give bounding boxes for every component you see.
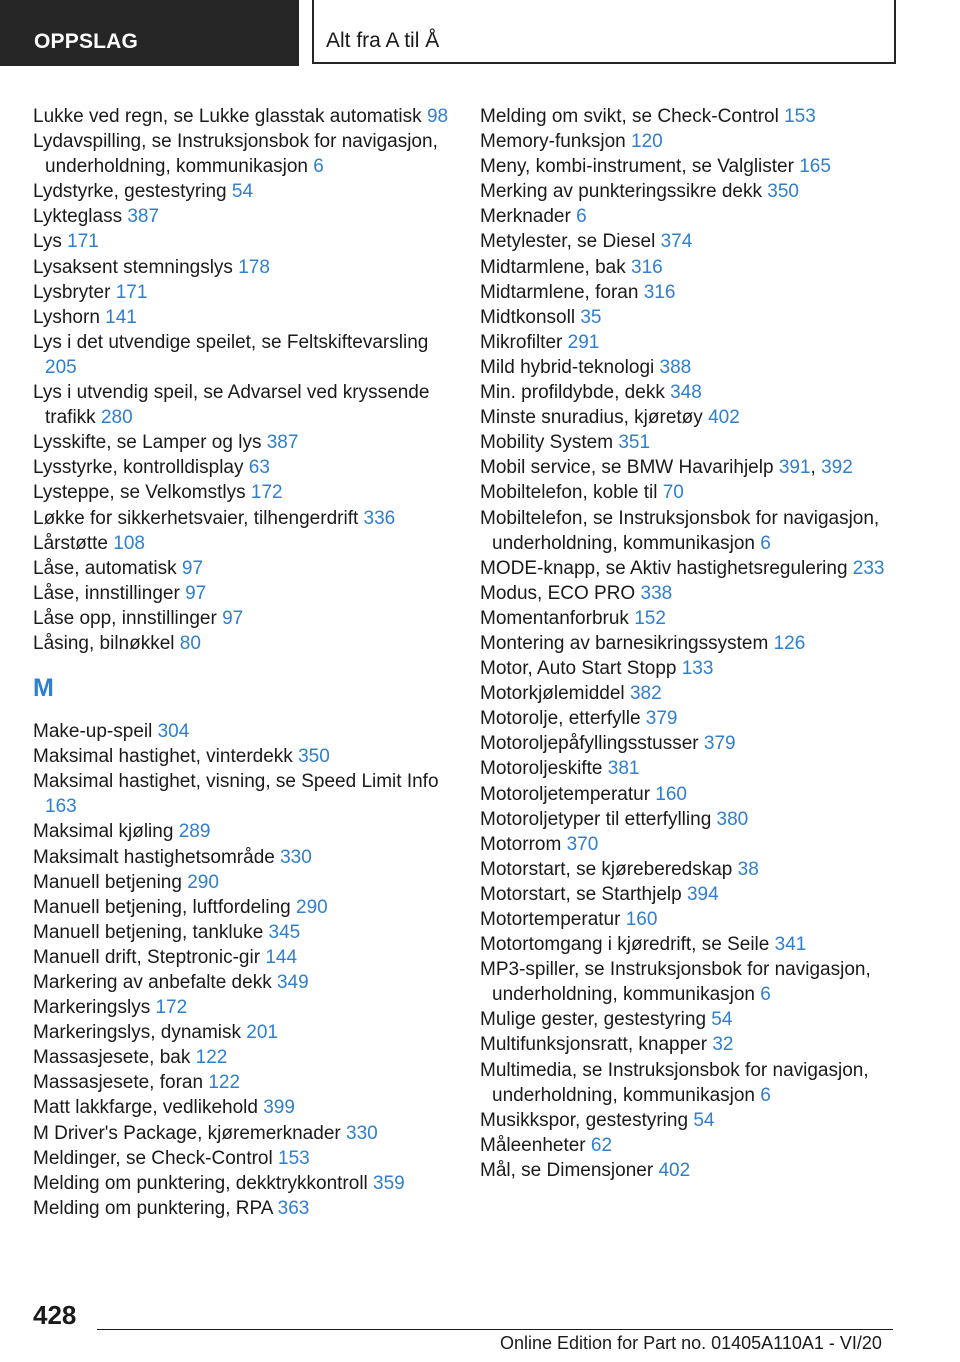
page-reference-link[interactable]: 97 xyxy=(181,557,204,579)
index-entry xyxy=(480,782,920,807)
page-reference-link[interactable]: 350 xyxy=(298,746,330,768)
page-reference-link[interactable]: 165 xyxy=(799,156,831,178)
index-term: Markeringslys xyxy=(33,997,156,1019)
index-term: Melding om punktering, dekktrykkontroll xyxy=(33,1172,374,1194)
index-entry xyxy=(480,932,920,957)
index-entry xyxy=(33,895,463,920)
index-entry xyxy=(33,970,463,995)
page-reference-link[interactable]: 379 xyxy=(645,708,678,730)
page-reference-link[interactable]: 6 xyxy=(760,984,771,1006)
page-reference-link[interactable]: 387 xyxy=(127,206,160,228)
page-reference-link[interactable]: 172 xyxy=(155,997,188,1019)
index-term: Merknader xyxy=(480,206,577,228)
index-term: Manuell betjening, luftfordeling xyxy=(33,896,297,918)
index-entry xyxy=(480,756,920,781)
index-entry xyxy=(480,204,920,229)
index-entry xyxy=(33,819,463,844)
index-entry xyxy=(480,154,920,179)
page-reference-link[interactable]: 54 xyxy=(711,1009,733,1031)
index-entry xyxy=(33,1146,463,1171)
index-term: Motor, Auto Start Stopp xyxy=(480,658,682,680)
index-term: Meny, kombi-instrument, se Valglister xyxy=(480,156,800,178)
index-term: Montering av barnesikringssystem xyxy=(480,632,774,654)
page-reference-link[interactable]: 304 xyxy=(157,721,190,743)
index-entry xyxy=(33,581,463,606)
index-term: Melding om punktering, RPA xyxy=(33,1197,278,1219)
page-reference-link[interactable]: 350 xyxy=(767,181,799,203)
page-reference-link[interactable]: 126 xyxy=(773,632,806,654)
page-number: 428 xyxy=(33,1300,77,1330)
index-term: Motorrom xyxy=(480,833,567,855)
index-term: Motoroljeskifte xyxy=(480,758,608,780)
page-reference-link[interactable]: 35 xyxy=(580,306,602,328)
index-term: Lysskifte, se Lamper og lys xyxy=(33,432,267,454)
page-reference-link[interactable]: 399 xyxy=(263,1097,295,1119)
index-entry xyxy=(480,305,920,330)
index-entry xyxy=(33,255,463,280)
page-reference-link[interactable]: 97 xyxy=(222,607,244,629)
page-reference-link[interactable]: 336 xyxy=(363,507,396,529)
page-reference-link[interactable]: 6 xyxy=(576,206,587,228)
page-reference-link[interactable]: 316 xyxy=(631,256,663,278)
index-term: Maksimal hastighet, vinterdekk xyxy=(33,746,299,768)
index-entry xyxy=(480,455,920,480)
index-entry xyxy=(33,430,463,455)
page-reference-link[interactable]: 153 xyxy=(784,106,816,127)
index-column-right xyxy=(480,104,920,1183)
page-reference-link[interactable]: 351 xyxy=(618,432,651,454)
index-term: Meldinger, se Check-Control xyxy=(33,1147,278,1169)
page-reference-link[interactable]: 382 xyxy=(629,683,662,705)
index-term: Minste snuradius, kjøretøy xyxy=(480,407,709,429)
page-reference-link[interactable]: 359 xyxy=(373,1172,405,1194)
index-term: Lysteppe, se Velkomstlys xyxy=(33,482,251,504)
index-term: Maksimal hastighet, visning, se Speed Limit Info xyxy=(33,771,439,793)
index-term: Mobiltelefon, koble til xyxy=(480,482,663,504)
index-entry xyxy=(33,1196,463,1221)
page-reference-link[interactable]: 338 xyxy=(640,582,673,604)
index-entry xyxy=(33,744,463,769)
index-term: Motortomgang i kjøredrift, se Seile xyxy=(480,934,775,956)
page-reference-link[interactable]: 122 xyxy=(208,1072,241,1094)
index-term: Lys xyxy=(33,231,68,253)
footer-divider xyxy=(97,1329,893,1330)
index-entry xyxy=(33,455,463,480)
section-tab[interactable]: OPPSLAG xyxy=(0,0,299,66)
page-reference-link[interactable]: 345 xyxy=(268,921,301,943)
page-reference-link[interactable]: 330 xyxy=(280,846,312,868)
index-term: Matt lakkfarge, vedlikehold xyxy=(33,1097,264,1119)
page-reference-link[interactable]: 38 xyxy=(737,858,759,880)
page-reference-link[interactable]: 97 xyxy=(185,582,207,604)
page-reference-link[interactable]: 341 xyxy=(774,934,807,956)
index-term: Lykteglass xyxy=(33,206,128,228)
page-reference-link[interactable]: 387 xyxy=(266,432,299,454)
index-entry xyxy=(480,380,920,405)
index-entry xyxy=(480,606,920,631)
index-term: Modus, ECO PRO xyxy=(480,582,641,604)
index-term: Massasjesete, bak xyxy=(33,1047,196,1069)
page-reference-link[interactable]: 171 xyxy=(115,281,148,303)
page-ref-separator: , xyxy=(810,457,822,479)
index-term: Låse, automatisk xyxy=(33,557,182,579)
index-entry xyxy=(33,480,463,505)
index-entry xyxy=(33,719,463,744)
index-entry xyxy=(480,1133,920,1158)
index-term: Mobiltelefon, se Instruksjonsbok for navigasjon, underholdning, kommunikasjon xyxy=(480,507,880,554)
page-reference-link[interactable]: 80 xyxy=(179,632,201,654)
index-entry xyxy=(480,556,920,581)
page-reference-link[interactable]: 62 xyxy=(590,1134,613,1156)
page-reference-link[interactable]: 392 xyxy=(821,457,853,479)
page-reference-link[interactable]: 6 xyxy=(760,532,771,554)
index-entry xyxy=(33,1121,463,1146)
index-entry xyxy=(33,995,463,1020)
index-term: Motorolje, etterfylle xyxy=(480,708,646,730)
index-term: Lysstyrke, kontrolldisplay xyxy=(33,457,249,479)
index-entry xyxy=(480,731,920,756)
index-entry xyxy=(33,1070,463,1095)
index-term: Lyshorn xyxy=(33,306,106,328)
index-entry xyxy=(480,179,920,204)
index-term: Lys i det utvendige speilet, se Feltskiftevarsling xyxy=(33,331,429,353)
index-term: Lårstøtte xyxy=(33,532,114,554)
page-reference-link[interactable]: 141 xyxy=(105,306,137,328)
index-entry xyxy=(33,531,463,556)
index-entry xyxy=(33,920,463,945)
page-reference-link[interactable]: 388 xyxy=(659,356,692,378)
index-entry xyxy=(480,330,920,355)
index-entry xyxy=(33,1095,463,1120)
index-term: Låsing, bilnøkkel xyxy=(33,632,180,654)
index-term: Motoroljepåfyllingsstusser xyxy=(480,733,704,755)
page-reference-link[interactable]: 160 xyxy=(655,783,687,805)
index-entry xyxy=(480,129,920,154)
page-reference-link[interactable]: 402 xyxy=(708,407,740,429)
page-reference-link[interactable]: 391 xyxy=(778,457,811,479)
index-entry xyxy=(480,631,920,656)
index-term: Lydstyrke, gestestyring xyxy=(33,181,232,203)
index-term: Maksimal kjøling xyxy=(33,821,179,843)
page-reference-link[interactable]: 70 xyxy=(662,482,684,504)
index-term: MODE-knapp, se Aktiv hastighetsregulering xyxy=(480,557,853,579)
page-reference-link[interactable]: 370 xyxy=(566,833,599,855)
page-reference-link[interactable]: 178 xyxy=(238,256,270,278)
page-reference-link[interactable]: 394 xyxy=(686,883,719,905)
index-entry xyxy=(33,606,463,631)
page-reference-link[interactable]: 32 xyxy=(712,1034,734,1056)
page-reference-link[interactable]: 172 xyxy=(250,482,283,504)
index-term: Motoroljetemperatur xyxy=(480,783,656,805)
index-entry xyxy=(480,681,920,706)
index-entry xyxy=(33,556,463,581)
index-entry xyxy=(33,945,463,970)
index-term: Manuell betjening, tankluke xyxy=(33,921,269,943)
index-term: Mobil service, se BMW Havarihjelp xyxy=(480,457,779,479)
index-entry xyxy=(480,1058,920,1108)
index-term: Lys i utvendig speil, se Advarsel ved kryssende trafikk xyxy=(33,382,430,429)
index-term: MP3-spiller, se Instruksjonsbok for navigasjon, underholdning, kommunikasjon xyxy=(480,959,871,1006)
page-reference-link[interactable]: 316 xyxy=(643,281,676,303)
index-term: Multimedia, se Instruksjonsbok for navigasjon, underholdning, kommunikasjon xyxy=(480,1059,869,1106)
page-reference-link[interactable]: 379 xyxy=(703,733,736,755)
page-reference-link[interactable]: 160 xyxy=(625,909,658,930)
index-term: Mulige gester, gestestyring xyxy=(480,1009,712,1031)
page-reference-link[interactable]: 330 xyxy=(346,1122,378,1144)
page-reference-link[interactable]: 374 xyxy=(660,231,693,253)
index-entry xyxy=(33,769,463,819)
page-reference-link[interactable]: 6 xyxy=(760,1084,771,1106)
index-entry xyxy=(480,229,920,254)
page-reference-link[interactable]: 289 xyxy=(178,821,211,843)
index-term: Motorstart, se Starthjelp xyxy=(480,883,687,905)
index-entry xyxy=(480,882,920,907)
footer-edition: Online Edition for Part no. 01405A110A1 - VI/20 xyxy=(500,1333,882,1353)
index-entry xyxy=(33,104,463,129)
page-reference-link[interactable]: 122 xyxy=(195,1047,228,1069)
index-term: Manuell betjening xyxy=(33,871,188,893)
index-term: Memory-funksjon xyxy=(480,131,631,153)
index-entry xyxy=(33,330,463,380)
index-entry xyxy=(33,229,463,254)
page-reference-link[interactable]: 153 xyxy=(278,1147,310,1169)
page-reference-link[interactable]: 108 xyxy=(113,532,145,554)
page-reference-link[interactable]: 348 xyxy=(670,382,702,404)
index-term: Måleenheter xyxy=(480,1134,591,1156)
index-entry xyxy=(33,280,463,305)
index-term: Massasjesete, foran xyxy=(33,1072,209,1094)
page-reference-link[interactable]: 402 xyxy=(658,1159,691,1181)
index-term: Momentanforbruk xyxy=(480,607,635,629)
index-entry xyxy=(33,870,463,895)
index-entry xyxy=(480,857,920,882)
index-term: Mild hybrid-teknologi xyxy=(480,356,660,378)
page-reference-link[interactable]: 201 xyxy=(246,1022,278,1044)
index-entry xyxy=(480,255,920,280)
index-term: Motorstart, se kjøreberedskap xyxy=(480,858,738,880)
page-reference-link[interactable]: 171 xyxy=(67,231,99,253)
page-reference-link[interactable]: 120 xyxy=(631,131,663,153)
index-column-left xyxy=(33,104,463,1221)
index-term: Lydavspilling, se Instruksjonsbok for navigasjon, underholdning, kommunikasjon xyxy=(33,131,438,178)
index-term: Melding om svikt, se Check-Control xyxy=(480,106,785,127)
index-entry xyxy=(480,480,920,505)
page-reference-link[interactable]: 144 xyxy=(265,946,298,968)
index-term: Min. profildybde, dekk xyxy=(480,382,671,404)
index-entry xyxy=(480,957,920,1007)
page-reference-link[interactable]: 54 xyxy=(693,1109,715,1131)
index-term: Multifunksjonsratt, knapper xyxy=(480,1034,713,1056)
index-term: Motorkjølemiddel xyxy=(480,683,630,705)
index-term: Lysbryter xyxy=(33,281,116,303)
index-letter-heading: M xyxy=(33,674,54,703)
index-entry xyxy=(33,129,463,179)
index-term: Låse opp, innstillinger xyxy=(33,607,223,629)
index-term: Maksimalt hastighetsområde xyxy=(33,846,281,868)
index-term: Manuell drift, Steptronic-gir xyxy=(33,946,266,968)
index-term: Lysaksent stemningslys xyxy=(33,256,239,278)
page-reference-link[interactable]: 291 xyxy=(567,331,600,353)
index-term: Metylester, se Diesel xyxy=(480,231,661,253)
index-term: Make-up-speil xyxy=(33,721,158,743)
index-entry xyxy=(480,1108,920,1133)
index-entry xyxy=(33,305,463,330)
index-entry xyxy=(480,1158,920,1183)
index-entry xyxy=(480,355,920,380)
index-entry xyxy=(480,706,920,731)
index-entry xyxy=(480,1007,920,1032)
index-term: Låse, innstillinger xyxy=(33,582,186,604)
index-entry xyxy=(33,1045,463,1070)
index-entry xyxy=(480,1032,920,1057)
page-reference-link[interactable]: 133 xyxy=(681,658,714,680)
index-term: Musikkspor, gestestyring xyxy=(480,1109,694,1131)
page-reference-link[interactable]: 98 xyxy=(426,106,449,127)
index-entry xyxy=(480,907,920,932)
index-term: Motortemperatur xyxy=(480,909,626,930)
page-reference-link[interactable]: 349 xyxy=(276,972,309,993)
index-entry xyxy=(480,104,920,129)
index-entry xyxy=(33,845,463,870)
index-term: Mål, se Dimensjoner xyxy=(480,1159,659,1181)
page-reference-link[interactable]: 63 xyxy=(248,457,270,479)
index-entry xyxy=(33,631,463,656)
page-header xyxy=(0,0,960,66)
index-entry xyxy=(480,280,920,305)
page-reference-link[interactable]: 205 xyxy=(45,356,77,378)
page-reference-link[interactable]: 363 xyxy=(277,1197,310,1219)
index-entry xyxy=(480,506,920,556)
page-reference-link[interactable]: 381 xyxy=(607,758,640,780)
index-entry xyxy=(480,656,920,681)
index-term: Markeringslys, dynamisk xyxy=(33,1022,247,1044)
index-term: Mobility System xyxy=(480,432,619,454)
index-term: M Driver's Package, kjøremerknader xyxy=(33,1122,346,1144)
index-entry xyxy=(33,506,463,531)
page-reference-link[interactable]: 54 xyxy=(231,181,254,203)
page-reference-link[interactable]: 6 xyxy=(313,156,324,178)
page-reference-link[interactable]: 290 xyxy=(187,871,219,893)
page-reference-link[interactable]: 152 xyxy=(634,607,666,629)
index-term: Markering av anbefalte dekk xyxy=(33,972,277,993)
index-entry xyxy=(33,179,463,204)
index-term: Løkke for sikkerhetsvaier, tilhengerdrift xyxy=(33,507,364,529)
index-term: Motoroljetyper til etterfylling xyxy=(480,808,717,830)
index-term: Lukke ved regn, se Lukke glasstak automatisk xyxy=(33,106,427,127)
page-reference-link[interactable]: 380 xyxy=(716,808,749,830)
index-entry xyxy=(33,204,463,229)
index-term: Mikrofilter xyxy=(480,331,568,353)
page-reference-link[interactable]: 233 xyxy=(852,557,885,579)
index-entry xyxy=(480,807,920,832)
index-entry xyxy=(480,832,920,857)
index-entry xyxy=(480,405,920,430)
index-term: Midtarmlene, bak xyxy=(480,256,632,278)
index-entry xyxy=(33,1020,463,1045)
index-term: Midtarmlene, foran xyxy=(480,281,644,303)
page-reference-link[interactable]: 163 xyxy=(45,796,77,818)
index-entry xyxy=(480,430,920,455)
index-term: Midtkonsoll xyxy=(480,306,581,328)
index-entry xyxy=(33,380,463,430)
index-entry xyxy=(33,1171,463,1196)
index-entry xyxy=(480,581,920,606)
page-reference-link[interactable]: 290 xyxy=(296,896,328,918)
chapter-tab[interactable]: Alt fra A til Å xyxy=(312,0,896,64)
index-term: Merking av punkteringssikre dekk xyxy=(480,181,768,203)
page-reference-link[interactable]: 280 xyxy=(100,407,133,429)
